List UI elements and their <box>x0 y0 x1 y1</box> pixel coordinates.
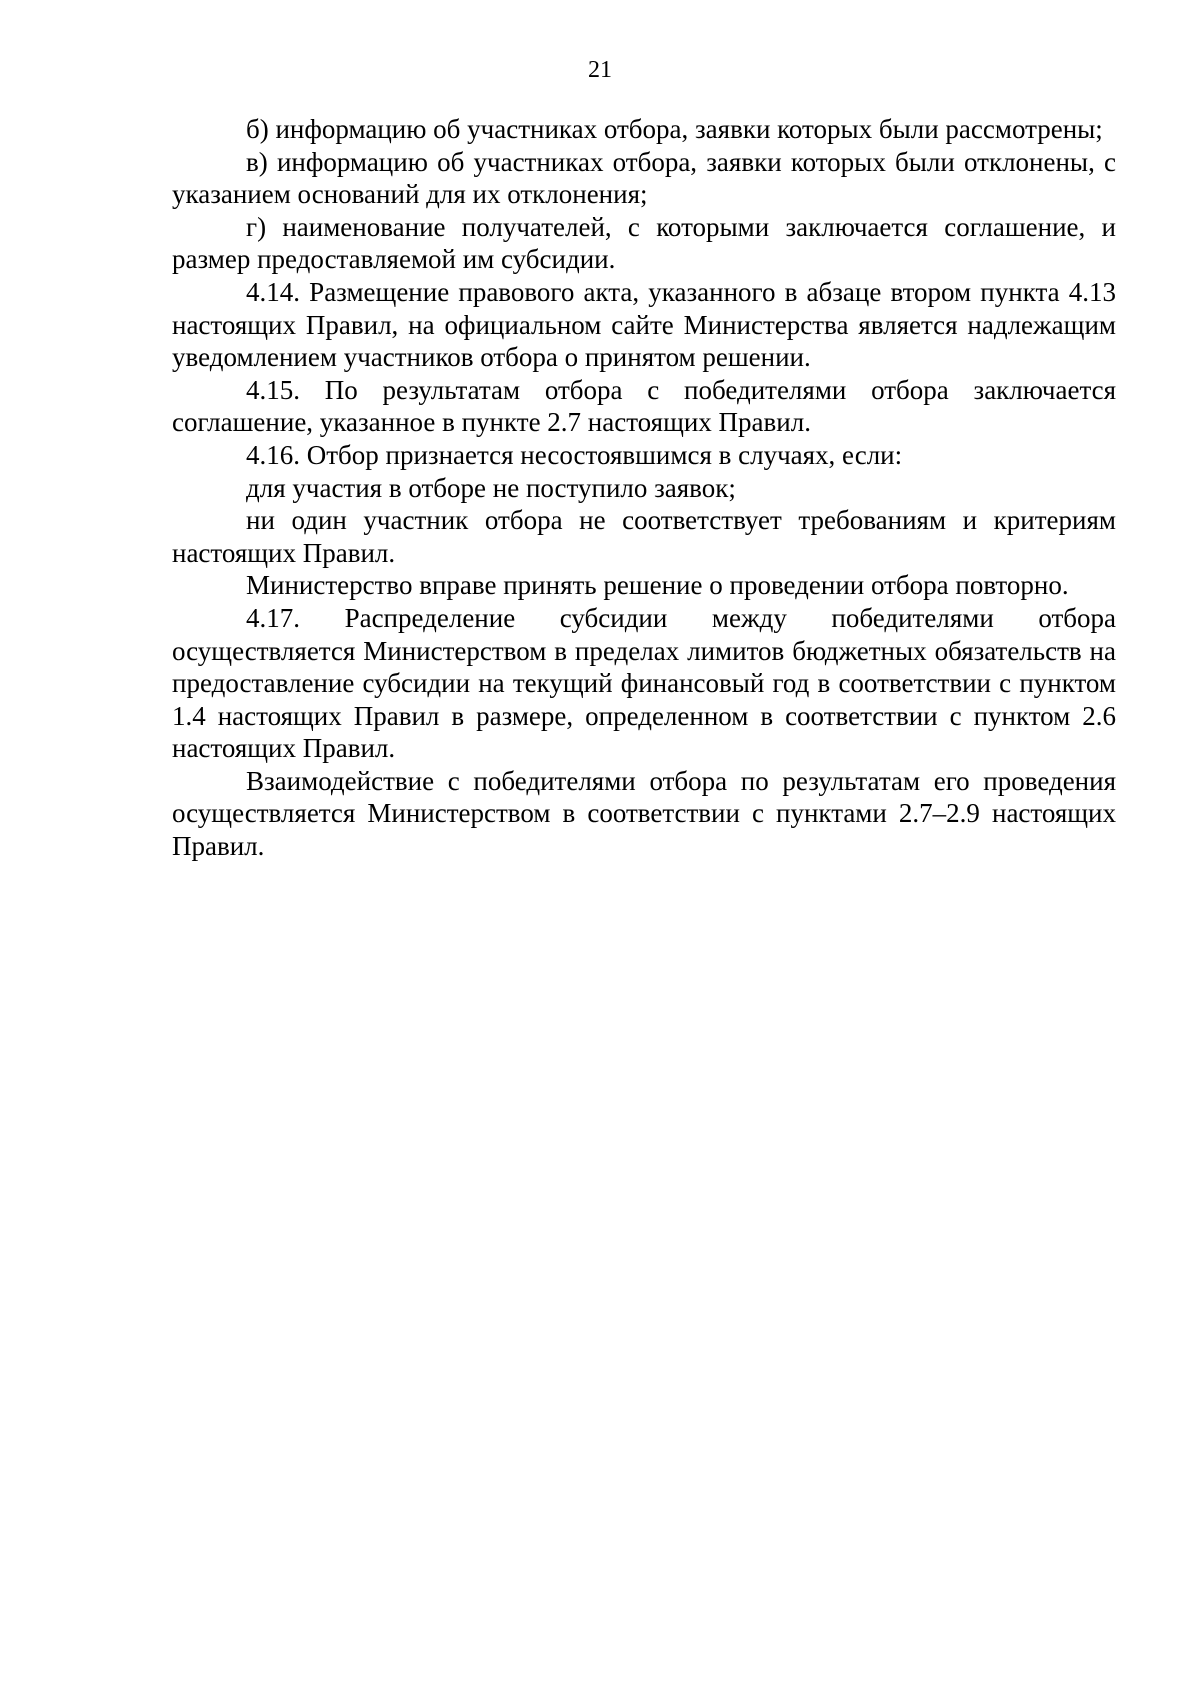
paragraph-b: б) информацию об участниках отбора, заявки которых были рассмотрены; <box>246 114 1103 144</box>
paragraph-v: в) информацию об участниках отбора, заявки которых были отклонены, с указанием оснований для их отклонения; <box>172 146 1116 210</box>
paragraph-4-15: 4.15. По результатам отбора с победителями отбора заключается соглашение, указанное в пункте 2.7 настоящих Правил. <box>172 374 1116 438</box>
paragraph-interaction: Взаимодействие с победителями отбора по результатам его проведения осуществляется Министерством в соответствии с пунктами 2.7–2.9 настоящих Правил. <box>172 765 1116 862</box>
paragraph-4-16: 4.16. Отбор признается несостоявшимся в случаях, если: <box>246 439 903 470</box>
paragraph-g: г) наименование получателей, с которыми заключается соглашение, и размер предоставляемой им субсидии. <box>172 211 1116 275</box>
paragraph-4-17: 4.17. Распределение субсидии между победителями отбора осуществляется Министерством в пределах лимитов бюджетных обязательств на предоставление субсидии на текущий финансовый год в соответствии с пунктом 1.4 настоящих Правил в размере, определенном в соответствии с пунктом 2.6 настоящих Правил. <box>172 602 1116 764</box>
page-number: 21 <box>588 57 612 83</box>
paragraph-4-16-case-1: для участия в отборе не поступило заявок; <box>246 472 736 503</box>
paragraph-4-14: 4.14. Размещение правового акта, указанного в абзаце втором пункта 4.13 настоящих Правил, на официальном сайте Министерства является надлежащим уведомлением участников отбора о принятом решении. <box>172 276 1116 373</box>
paragraph-4-16-case-2: ни один участник отбора не соответствует требованиям и критериям настоящих Правил. <box>172 505 1116 568</box>
document-body <box>172 113 1116 863</box>
paragraph-repeat-selection: Министерство вправе принять решение о проведении отбора повторно. <box>246 570 1069 601</box>
